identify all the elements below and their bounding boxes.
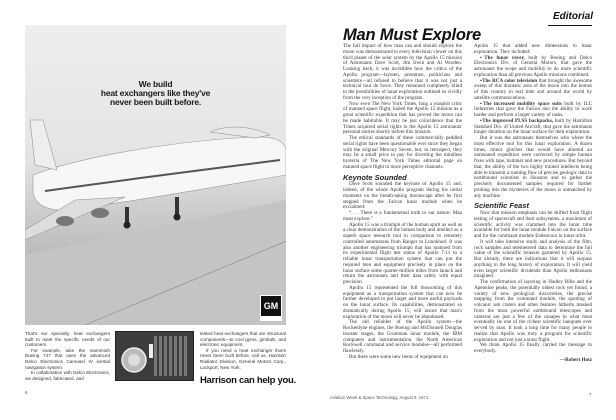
paragraph: It will take intensive study and analysis of the film, rock samples and telemetered data to determine the full value of the scientific treasure garnered by Apollo 15. But already, there are indications that it will surpass anything in the long history of exploration. It will yield even larger scientific dividends than Apollo enthusiasts imagined. bbox=[474, 238, 592, 280]
paragraph: We think Apollo 15 finally carried the message to everybody. bbox=[474, 342, 592, 354]
bullet-paragraph bbox=[474, 102, 592, 119]
section-label: Editorial bbox=[553, 11, 594, 22]
paragraph: The ethical standards of these commercially peddled serial rights have been questionable ever since they began with the original Mercury Seven, but, in retrospect, they may be a small price to pay for diverting the mindless hysteria of The New York Times editorial page on manned space flight to more perceptive channels. bbox=[343, 135, 462, 170]
bullet-icon: ▪ bbox=[480, 117, 483, 124]
page-number-right: 7 bbox=[589, 392, 592, 397]
bullet-paragraph bbox=[474, 79, 592, 102]
section-divider bbox=[548, 25, 592, 26]
bullet-icon: ▪ bbox=[480, 100, 484, 107]
ad-headline bbox=[25, 80, 286, 107]
ad-paragraph: tested heat exchangers that are structural components—to cool gyros, gimbals, and electronic equipment. bbox=[200, 331, 286, 348]
author-signature: —Robert Hotz bbox=[559, 356, 592, 363]
bullet-text: that brought the awesome sweep of this dramatic area of the moon into the homes of this country in real time and around the world by satellite communications. bbox=[474, 77, 592, 101]
gm-logo-text: GM bbox=[263, 301, 279, 311]
paragraph: But it was the astronauts themselves who where the most effective tool for this lunar exploration. A dozen times, minor glitches that would have aborted an unmanned expedition were corrected by simple human fixes with tape, hammer and new procedures. But beyond that, the ability of the two highly trained intellects being able to transmit a running flow of precise geologic data to earthbound scientists in Houston and to gather the precisely documented samples required for further probing into the mysteries of the moon is unmatched by any machine. bbox=[474, 135, 592, 199]
paragraph: Apollo 15 was a triumph of the human spirit as well as a clear demonstration of the human body and intellect as a superb space research tool in comparison to remotely controlled automatons from Ranger to Lunokhod. It was also another engineering triumph that has matured from its experimental flight test status of Apollo 7-11 to a reliable lunar transportation system that can put the required men and equipment precisely in place on the lunar surface some quarter-million miles from launch and return the astronauts and their data safely with equal precision. bbox=[343, 221, 462, 285]
paragraph: The confirmation of layering in Hadley Rille and the Apennine peaks, the potentially oldest rock yet found, a variety of new geological discoveries, the precise mapping from the command module, the spotting of volcanic ash craters and other features hitherto masked from the most powerful earthbound telescopes and cameras are just a few of the canapes in what must eventually be one of the richest scientific banquets ever served by man. It took a long time for many people to realize that Apollo was truly a program for scientific exploration and not just a stunt flight. bbox=[474, 279, 592, 343]
bullet-icon: ▪ bbox=[480, 54, 485, 61]
page-number-left: 6 bbox=[25, 390, 28, 395]
ad-body-column-1 bbox=[25, 331, 110, 381]
article-column-1 bbox=[343, 44, 462, 361]
paragraph: Apollo 15 that added new dimensions to lunar exploration. They included: bbox=[474, 43, 592, 55]
boeing-747-illustration bbox=[25, 25, 286, 325]
paragraph: Dave Scott sounded the keynote of Apollo 15 and, indeed, of the whole Apollo program during his initial moments on the breath-taking moonscape after he first stepped from the Falcon lunar module when he exclaimed: bbox=[343, 181, 462, 211]
bullet-text: built by ILC Industries that gave the Falcon duo the ability to work harder and perform a larger variety of tasks. bbox=[474, 100, 592, 118]
ad-paragraph: For example, take the mammoth Boeing 747 that uses the advanced Delco Electronics Carousel IV inertial navigation system. bbox=[25, 347, 110, 370]
airliner-photo bbox=[25, 25, 286, 325]
headline-line: heat exchangers like they've bbox=[100, 88, 211, 98]
ad-tagline: Harrison can help you. bbox=[200, 375, 296, 386]
bullet-text: built by Boeing and Delco Electronics Div. of General Motors, that gave the astronauts the scope and mobility to do more scientific exploration than all previous Apollo missions combined. bbox=[474, 54, 592, 78]
gm-logo bbox=[260, 295, 282, 321]
article-title: Man Must Explore bbox=[343, 26, 481, 44]
paragraph: Now even The New York Times, long a waspish critic of manned space flight, hailed the Apollo 15 mission as a great scientific expedition that has proved the moon can be made habitable. It may be just coincidence that the Times acquired serial rights to the Apollo 15 astronauts' personal stories shortly before this mission. bbox=[343, 100, 462, 136]
bullet-lead: The lunar rover, bbox=[484, 54, 525, 61]
headline-line: never been built before. bbox=[109, 97, 202, 107]
paragraph: The old reliables of the Apollo system—the Rocketdyne engines, the Boeing and McDonnell Douglas booster stages, the Grumman lunar module, the IBM computers and instrumentation, the North American Rockwell command and service modules—all performed flawlessly. bbox=[343, 319, 462, 354]
page-footer: Aviation Week & Space Technology, August 9, 1971 bbox=[330, 395, 429, 400]
bullet-paragraph bbox=[474, 56, 592, 79]
article-column-2 bbox=[474, 44, 592, 364]
subheading: Scientific Feast bbox=[474, 201, 530, 211]
paragraph: The full impact of how man can and should explore the moon was demonstrated to every television viewer on this third planet of the solar system by the Apollo 15 mission of Astronauts Dave Scott, Jim Irwin and Al Worden. Looking back, it was incredible how the critics of the Apollo program—laymen, pressmen, politicians and scientists—all refused to believe that it was not just a technical tour de force. They remained completely blind to the possibilities of lunar exploration outlined so vividly from the very inception of the program. bbox=[343, 43, 462, 101]
bullet-icon: ▪ bbox=[480, 77, 483, 84]
headline-line: We build bbox=[138, 79, 173, 89]
ad-paragraph: If you need a heat exchanger that's never been built before, call us. Harrison Radiator Division, General Motors Corp., Lockport, New York. bbox=[200, 347, 286, 370]
bullet-paragraph bbox=[474, 119, 592, 136]
paragraph: But there were some new items of equipment on bbox=[349, 353, 448, 360]
paragraph: Now that mission emphasis can be shifted from flight testing of spacecraft and their subsystems, a maximum of scientific activity was crammed into the lunar time available for both the lunar module Falcon on the surface and for the command module Endeavour in lunar orbit. bbox=[474, 210, 592, 239]
paragraph: Apollo 15 represented the full blossoming of this equipment as a transportation system that can now be further developed to put larger and more useful payloads on the lunar surface. Its capabilities, demonstrated so dramatically during Apollo 15, will insure that man's exploration of the moon will never be abandoned. bbox=[343, 284, 462, 320]
bullet-lead: The increased mobility space suits bbox=[483, 100, 562, 107]
ad-body-column-2 bbox=[200, 331, 286, 370]
subheading: Keynote Sounded bbox=[343, 172, 407, 182]
bullet-lead: The improved PLSS backpacks, bbox=[482, 117, 554, 124]
ad-paragraph: In collaboration with Delco Electronics, we designed, fabricated, and bbox=[25, 370, 110, 381]
ad-paragraph: That's our specialty, heat exchangers built to meet the specific needs of our customers. bbox=[25, 331, 110, 348]
heat-exchanger-illustration bbox=[116, 332, 193, 380]
bullet-text: built by Hamilton Standard Div. of United Aircraft, that gave the astronauts longer duration on the lunar surface for their exploration. bbox=[474, 117, 592, 136]
bullet-lead: The RCA color television bbox=[482, 77, 538, 84]
heat-exchanger-photo bbox=[115, 331, 194, 381]
paragraph: “. . . There is a fundamental truth to our nature: Man must explore.” bbox=[343, 210, 462, 222]
